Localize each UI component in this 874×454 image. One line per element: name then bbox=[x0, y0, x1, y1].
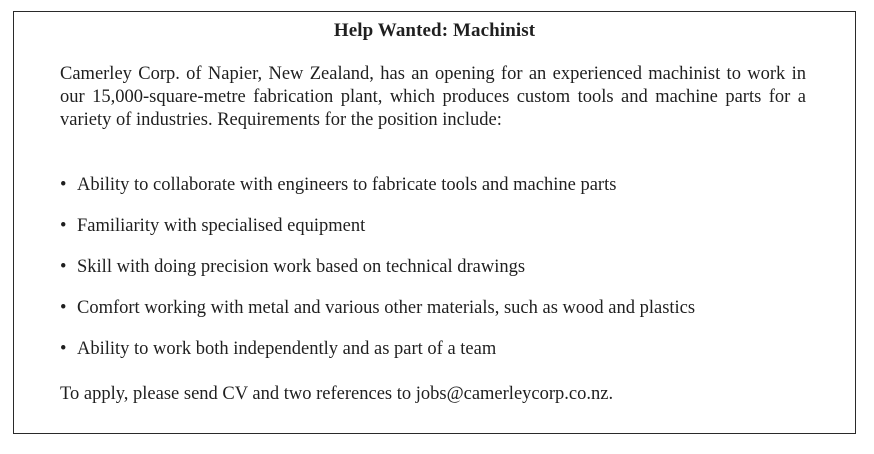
notice-intro-paragraph: Camerley Corp. of Napier, New Zealand, has an opening for an experienced machinist to work in our 15,000-square-metre fabrication plant, which produces custom tools and machine parts for a variety of industries. Requirements for the position include: bbox=[60, 64, 806, 130]
requirements-list bbox=[60, 174, 840, 379]
requirement-item bbox=[60, 297, 840, 338]
apply-instructions: To apply, please send CV and two references to jobs@camerleycorp.co.nz. bbox=[60, 384, 614, 404]
requirement-text: Ability to work both independently and as part of a team bbox=[77, 339, 497, 359]
requirement-text: Skill with doing precision work based on technical drawings bbox=[77, 257, 526, 277]
requirement-item bbox=[60, 215, 840, 256]
notice-title: Help Wanted: Machinist bbox=[333, 20, 536, 41]
requirement-item bbox=[60, 174, 840, 215]
requirement-text: Familiarity with specialised equipment bbox=[77, 216, 366, 236]
bullet-icon: • bbox=[60, 216, 67, 236]
bullet-icon: • bbox=[60, 298, 67, 318]
requirement-text: Ability to collaborate with engineers to fabricate tools and machine parts bbox=[77, 175, 617, 195]
job-notice-box bbox=[13, 11, 856, 434]
requirement-item bbox=[60, 256, 840, 297]
bullet-icon: • bbox=[60, 339, 67, 359]
bullet-icon: • bbox=[60, 175, 67, 195]
bullet-icon: • bbox=[60, 257, 67, 277]
requirement-item bbox=[60, 338, 840, 379]
requirement-text: Comfort working with metal and various other materials, such as wood and plastics bbox=[77, 298, 696, 318]
